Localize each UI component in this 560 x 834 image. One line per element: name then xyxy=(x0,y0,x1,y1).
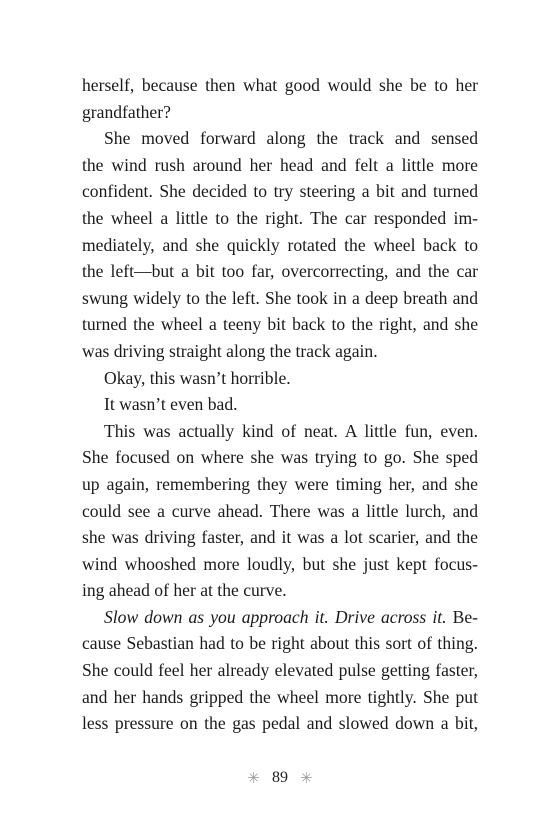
text-line: wind whooshed more loudly, but she just kept focus- xyxy=(82,553,478,574)
text-line: Okay, this wasn’t horrible. xyxy=(104,367,291,388)
page-footer xyxy=(0,768,560,787)
text-line: ing ahead of her at the curve. xyxy=(82,580,287,601)
page-number: 89 xyxy=(272,769,288,786)
text-line: the left—but a bit too far, overcorrecting, and the car xyxy=(82,261,478,282)
asterisk-ornament-icon: ✳ xyxy=(247,771,260,787)
book-page-text xyxy=(82,72,478,737)
paragraph-5 xyxy=(82,418,478,604)
paragraph-2 xyxy=(82,125,478,364)
asterisk-ornament-icon: ✳ xyxy=(300,771,313,787)
paragraph-6 xyxy=(82,604,478,737)
paragraph-3 xyxy=(82,365,478,392)
text-line: grandfather? xyxy=(82,101,171,122)
paragraph-4 xyxy=(82,391,478,418)
text-line xyxy=(82,604,478,631)
text-line: less pressure on the gas pedal and slowed down a bit, xyxy=(82,713,478,734)
text-line: could see a curve ahead. There was a little lurch, and xyxy=(82,500,478,521)
text-line: She moved forward along the track and sensed xyxy=(104,128,478,149)
text-line: up again, remembering they were timing her, and she xyxy=(82,473,478,494)
paragraph-1 xyxy=(82,72,478,125)
text-line: herself, because then what good would she be to her xyxy=(82,75,478,95)
text-line: and her hands gripped the wheel more tightly. She put xyxy=(82,686,478,707)
text-line: was driving straight along the track again. xyxy=(82,340,378,361)
text-line: cause Sebastian had to be right about this sort of thing. xyxy=(82,633,478,654)
text-line: She could feel her already elevated pulse getting faster, xyxy=(82,660,478,681)
text-line: It wasn’t even bad. xyxy=(104,394,238,415)
text-line: she was driving faster, and it was a lot scarier, and the xyxy=(82,527,478,548)
text-line: the wheel a little to the right. The car responded im- xyxy=(82,207,478,228)
text-line: swung widely to the left. She took in a deep breath and xyxy=(82,287,478,308)
text-line: She focused on where she was trying to go. She sped xyxy=(82,447,478,468)
text-line: mediately, and she quickly rotated the wheel back to xyxy=(82,234,478,255)
text-line: This was actually kind of neat. A little fun, even. xyxy=(104,420,478,441)
italic-thought: Slow down as you approach it. Drive across it. xyxy=(104,606,447,627)
text-line: turned the wheel a teeny bit back to the right, and she xyxy=(82,314,478,335)
text-run: Be- xyxy=(446,606,478,627)
text-line: the wind rush around her head and felt a little more xyxy=(82,154,478,175)
text-line: confident. She decided to try steering a bit and turned xyxy=(82,181,478,202)
